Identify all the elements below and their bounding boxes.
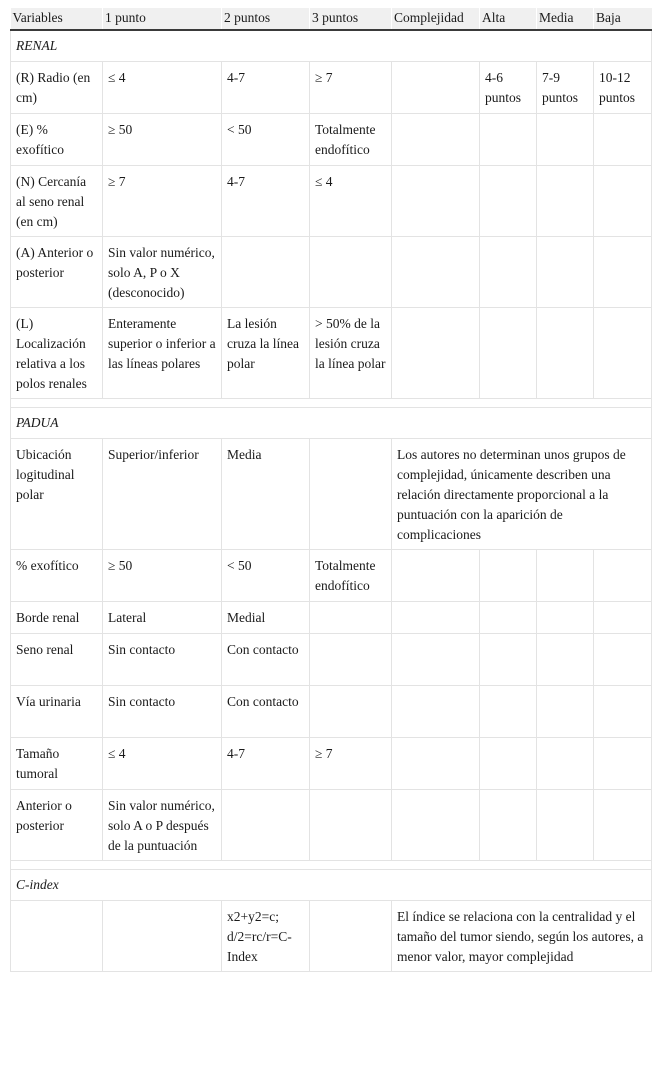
score-1-cell: Sin valor numérico, solo A, P o X (desconocido) bbox=[103, 237, 222, 308]
score-1-cell: ≤ 4 bbox=[103, 62, 222, 114]
table-row bbox=[11, 686, 652, 738]
score-2-cell: < 50 bbox=[222, 114, 310, 166]
complexity-cell bbox=[392, 686, 480, 738]
score-1-cell: Sin valor numérico, solo A o P después de la puntuación bbox=[103, 790, 222, 861]
section-row-padua bbox=[11, 408, 652, 439]
variable-cell: Ubicación logitudinal polar bbox=[11, 439, 103, 550]
alta-cell bbox=[480, 166, 537, 237]
media-cell bbox=[537, 686, 594, 738]
score-2-cell bbox=[222, 237, 310, 308]
variable-cell: (N) Cercanía al seno renal (en cm) bbox=[11, 166, 103, 237]
table-row bbox=[11, 308, 652, 399]
baja-cell bbox=[594, 237, 652, 308]
score-1-cell: Lateral bbox=[103, 602, 222, 634]
spacer-cell bbox=[11, 399, 652, 408]
alta-cell bbox=[480, 686, 537, 738]
media-cell bbox=[537, 166, 594, 237]
variable-cell: Tamaño tumoral bbox=[11, 738, 103, 790]
media-cell: 7-9 puntos bbox=[537, 62, 594, 114]
variable-cell bbox=[11, 901, 103, 972]
alta-cell bbox=[480, 237, 537, 308]
spacer-row bbox=[11, 861, 652, 870]
table-row bbox=[11, 62, 652, 114]
score-3-cell bbox=[310, 901, 392, 972]
baja-cell bbox=[594, 602, 652, 634]
header-3-puntos: 3 puntos bbox=[310, 8, 392, 30]
scoring-table bbox=[10, 8, 652, 972]
baja-cell: 10-12 puntos bbox=[594, 62, 652, 114]
complexity-cell bbox=[392, 114, 480, 166]
score-2-cell bbox=[222, 790, 310, 861]
score-3-cell bbox=[310, 602, 392, 634]
header-media: Media bbox=[537, 8, 594, 30]
table-row bbox=[11, 237, 652, 308]
baja-cell bbox=[594, 114, 652, 166]
complexity-cell bbox=[392, 237, 480, 308]
alta-cell bbox=[480, 634, 537, 686]
table-row bbox=[11, 550, 652, 602]
complexity-cell bbox=[392, 62, 480, 114]
score-3-cell: Totalmente endofítico bbox=[310, 550, 392, 602]
table-row bbox=[11, 901, 652, 972]
score-2-cell: 4-7 bbox=[222, 166, 310, 237]
complexity-cell bbox=[392, 634, 480, 686]
media-cell bbox=[537, 550, 594, 602]
alta-cell: 4-6 puntos bbox=[480, 62, 537, 114]
score-1-cell: ≥ 50 bbox=[103, 550, 222, 602]
baja-cell bbox=[594, 686, 652, 738]
score-1-cell: Superior/inferior bbox=[103, 439, 222, 550]
score-3-cell bbox=[310, 790, 392, 861]
table-row bbox=[11, 439, 652, 550]
alta-cell bbox=[480, 602, 537, 634]
media-cell bbox=[537, 237, 594, 308]
media-cell bbox=[537, 308, 594, 399]
variable-cell: (R) Radio (en cm) bbox=[11, 62, 103, 114]
baja-cell bbox=[594, 308, 652, 399]
padua-complexity-note: Los autores no determinan unos grupos de complejidad, únicamente describen una relación directamente proporcional a la puntuación con la aparición de complicaciones bbox=[392, 439, 652, 550]
baja-cell bbox=[594, 790, 652, 861]
alta-cell bbox=[480, 114, 537, 166]
spacer-row bbox=[11, 399, 652, 408]
variable-cell: Vía urinaria bbox=[11, 686, 103, 738]
table-row bbox=[11, 166, 652, 237]
variable-cell: Seno renal bbox=[11, 634, 103, 686]
score-3-cell: Totalmente endofítico bbox=[310, 114, 392, 166]
spacer-cell bbox=[11, 861, 652, 870]
header-2-puntos: 2 puntos bbox=[222, 8, 310, 30]
score-2-cell: Medial bbox=[222, 602, 310, 634]
complexity-cell bbox=[392, 166, 480, 237]
alta-cell bbox=[480, 550, 537, 602]
score-3-cell bbox=[310, 237, 392, 308]
alta-cell bbox=[480, 738, 537, 790]
score-1-cell: ≥ 7 bbox=[103, 166, 222, 237]
table-row bbox=[11, 634, 652, 686]
header-baja: Baja bbox=[594, 8, 652, 30]
score-2-cell: Media bbox=[222, 439, 310, 550]
score-3-cell bbox=[310, 634, 392, 686]
score-3-cell bbox=[310, 686, 392, 738]
baja-cell bbox=[594, 738, 652, 790]
score-3-cell bbox=[310, 439, 392, 550]
variable-cell: (E) % exofítico bbox=[11, 114, 103, 166]
score-2-cell: 4-7 bbox=[222, 738, 310, 790]
score-1-cell: ≤ 4 bbox=[103, 738, 222, 790]
section-title-padua: PADUA bbox=[11, 408, 652, 439]
score-2-cell: La lesión cruza la línea polar bbox=[222, 308, 310, 399]
cindex-note: El índice se relaciona con la centralidad y el tamaño del tumor siendo, según los autores, a menor valor, mayor complejidad bbox=[392, 901, 652, 972]
variable-cell: Anterior o posterior bbox=[11, 790, 103, 861]
score-1-cell: Enteramente superior o inferior a las líneas polares bbox=[103, 308, 222, 399]
section-title-cindex: C-index bbox=[11, 870, 652, 901]
score-1-cell: Sin contacto bbox=[103, 686, 222, 738]
alta-cell bbox=[480, 790, 537, 861]
variable-cell: % exofítico bbox=[11, 550, 103, 602]
score-3-cell: > 50% de la lesión cruza la línea polar bbox=[310, 308, 392, 399]
score-1-cell bbox=[103, 901, 222, 972]
alta-cell bbox=[480, 308, 537, 399]
score-3-cell: ≥ 7 bbox=[310, 62, 392, 114]
score-2-cell: Con contacto bbox=[222, 686, 310, 738]
section-title-renal: RENAL bbox=[11, 30, 652, 62]
score-1-cell: ≥ 50 bbox=[103, 114, 222, 166]
header-alta: Alta bbox=[480, 8, 537, 30]
score-2-cell: 4-7 bbox=[222, 62, 310, 114]
complexity-cell bbox=[392, 790, 480, 861]
score-2-cell: < 50 bbox=[222, 550, 310, 602]
variable-cell: Borde renal bbox=[11, 602, 103, 634]
complexity-cell bbox=[392, 738, 480, 790]
variable-cell: (L) Localización relativa a los polos renales bbox=[11, 308, 103, 399]
score-1-cell: Sin contacto bbox=[103, 634, 222, 686]
media-cell bbox=[537, 114, 594, 166]
complexity-cell bbox=[392, 602, 480, 634]
cindex-formula: x2+y2=c; d/2=rc/r=C-Index bbox=[222, 901, 310, 972]
section-row-renal bbox=[11, 30, 652, 62]
table-row bbox=[11, 790, 652, 861]
header-1-punto: 1 punto bbox=[103, 8, 222, 30]
baja-cell bbox=[594, 166, 652, 237]
table-row bbox=[11, 114, 652, 166]
media-cell bbox=[537, 790, 594, 861]
score-2-cell: Con contacto bbox=[222, 634, 310, 686]
complexity-cell bbox=[392, 308, 480, 399]
complexity-cell bbox=[392, 550, 480, 602]
variable-cell: (A) Anterior o posterior bbox=[11, 237, 103, 308]
score-3-cell: ≥ 7 bbox=[310, 738, 392, 790]
section-row-cindex bbox=[11, 870, 652, 901]
media-cell bbox=[537, 634, 594, 686]
media-cell bbox=[537, 602, 594, 634]
table-header bbox=[11, 8, 652, 30]
header-complejidad: Complejidad bbox=[392, 8, 480, 30]
media-cell bbox=[537, 738, 594, 790]
table-row bbox=[11, 602, 652, 634]
score-3-cell: ≤ 4 bbox=[310, 166, 392, 237]
baja-cell bbox=[594, 550, 652, 602]
table-row bbox=[11, 738, 652, 790]
baja-cell bbox=[594, 634, 652, 686]
header-variables: Variables bbox=[11, 8, 103, 30]
